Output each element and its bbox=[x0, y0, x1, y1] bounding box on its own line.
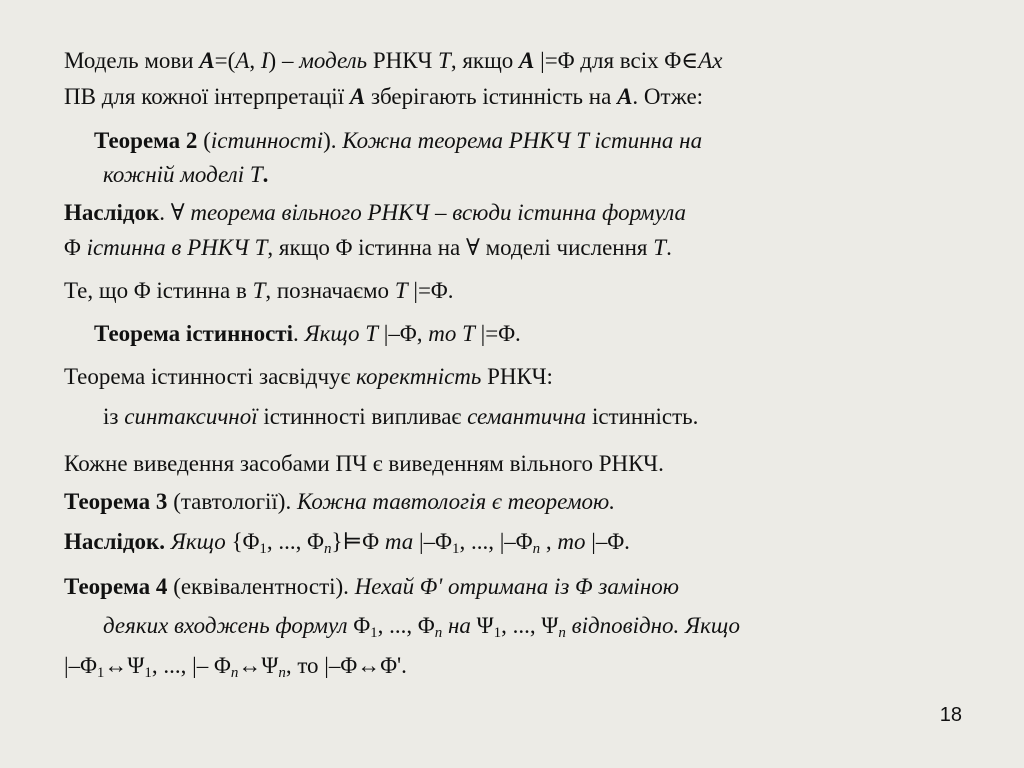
text-line bbox=[94, 320, 521, 348]
text-line bbox=[64, 234, 672, 262]
text-segment: . Отже: bbox=[632, 84, 704, 109]
text-segment: істинність. bbox=[586, 404, 699, 429]
text-segment: A bbox=[519, 48, 535, 73]
text-segment: |=Φ. bbox=[407, 278, 454, 303]
text-segment: 1 bbox=[493, 625, 502, 641]
text-segment: Якщо bbox=[170, 529, 226, 554]
text-segment: T bbox=[653, 235, 667, 260]
text-segment: , якщо bbox=[450, 48, 520, 73]
text-segment: Наслідок bbox=[64, 200, 160, 225]
text-segment: , ..., Φ bbox=[377, 613, 435, 638]
text-segment: коректність bbox=[356, 364, 482, 389]
text-segment: теорема вільного РНКЧ – всюди істинна формула bbox=[190, 200, 687, 225]
text-segment: ). bbox=[323, 128, 343, 153]
text-segment: , якщо Φ істинна на ∀ моделі числення bbox=[267, 235, 654, 260]
text-segment: ) – bbox=[268, 48, 300, 73]
text-segment: кожній моделі T bbox=[103, 162, 263, 187]
text-segment: синтаксичної bbox=[124, 404, 258, 429]
text-segment: , то |–Φ↔Φ'. bbox=[285, 653, 407, 678]
text-segment: РНКЧ bbox=[367, 48, 439, 73]
text-segment: n bbox=[323, 541, 332, 557]
text-segment: істинності bbox=[210, 128, 324, 153]
text-segment: семантична bbox=[467, 404, 587, 429]
text-segment: Теорема істинності засвідчує bbox=[64, 364, 357, 389]
text-segment: Модель мови bbox=[64, 48, 200, 73]
text-segment: . bbox=[292, 321, 305, 346]
text-segment: . bbox=[666, 235, 672, 260]
text-segment: ПВ для кожної інтерпретації bbox=[64, 84, 350, 109]
text-line bbox=[64, 652, 407, 680]
text-segment: Те, що Φ істинна в bbox=[64, 278, 253, 303]
text-segment: , ..., |–Φ bbox=[459, 529, 533, 554]
text-segment: Наслідок. bbox=[64, 529, 166, 554]
text-segment: n bbox=[532, 541, 541, 557]
text-segment: I bbox=[260, 48, 269, 73]
text-segment: A bbox=[199, 48, 215, 73]
text-segment: |=Φ. bbox=[474, 321, 521, 346]
text-segment: ↔Ψ bbox=[238, 653, 279, 678]
text-segment: ( bbox=[197, 128, 211, 153]
text-segment: }⊨Φ bbox=[331, 529, 385, 554]
text-line bbox=[64, 363, 553, 391]
text-segment: , bbox=[249, 48, 261, 73]
text-segment: |–Φ bbox=[64, 653, 97, 678]
text-segment: , ..., |– Φ bbox=[151, 653, 231, 678]
text-segment: на bbox=[447, 613, 471, 638]
text-segment: Нехай Φ' отримана із Φ заміною bbox=[354, 574, 680, 599]
text-segment: Ax bbox=[698, 48, 723, 73]
text-segment: A bbox=[235, 48, 250, 73]
text-segment: , ..., Φ bbox=[266, 529, 324, 554]
text-line bbox=[64, 277, 454, 305]
text-segment: |–Φ, bbox=[378, 321, 429, 346]
text-line bbox=[64, 573, 679, 601]
text-segment: =( bbox=[214, 48, 236, 73]
text-line bbox=[103, 403, 698, 431]
text-segment: то bbox=[557, 529, 586, 554]
text-line bbox=[64, 47, 722, 75]
text-segment: A bbox=[617, 84, 633, 109]
text-segment: 1 bbox=[259, 541, 267, 557]
text-segment: T bbox=[394, 278, 408, 303]
text-segment: Теорема 3 bbox=[64, 489, 168, 514]
text-segment: із bbox=[103, 404, 125, 429]
text-segment: зберігають істинність на bbox=[365, 84, 618, 109]
text-line bbox=[94, 127, 702, 155]
text-segment: T bbox=[438, 48, 451, 73]
text-segment: РНКЧ: bbox=[481, 364, 553, 389]
text-segment: {Φ bbox=[225, 529, 260, 554]
text-segment: Кожне виведення засобами ПЧ є виведенням вільного РНКЧ. bbox=[64, 451, 664, 476]
text-segment: n bbox=[434, 625, 443, 641]
text-segment: Кожна тавтологія є теоремою. bbox=[296, 489, 615, 514]
text-segment: (тавтології). bbox=[167, 489, 297, 514]
text-segment: n bbox=[230, 665, 239, 681]
text-segment: , ..., Ψ bbox=[501, 613, 559, 638]
text-segment: Теорема істинності bbox=[94, 321, 293, 346]
text-segment: Теорема 2 bbox=[94, 128, 198, 153]
text-segment: |–Φ. bbox=[585, 529, 630, 554]
text-segment: істинності випливає bbox=[257, 404, 468, 429]
text-line bbox=[103, 612, 740, 640]
text-segment: та bbox=[384, 529, 414, 554]
text-segment: n bbox=[278, 665, 286, 681]
text-segment: |–Φ bbox=[413, 529, 452, 554]
text-segment: 1 bbox=[451, 541, 460, 557]
text-segment: модель bbox=[299, 48, 368, 73]
text-segment: 1 bbox=[96, 665, 105, 681]
text-segment: |=Φ для всіх Φ∈ bbox=[534, 48, 699, 73]
text-segment: Якщо T bbox=[304, 321, 379, 346]
text-segment: то T bbox=[428, 321, 475, 346]
text-segment: Теорема 4 bbox=[64, 574, 168, 599]
text-line bbox=[64, 83, 703, 111]
text-segment: Ψ bbox=[470, 613, 494, 638]
text-line bbox=[64, 450, 664, 478]
text-segment: ↔Ψ bbox=[104, 653, 145, 678]
text-segment: 1 bbox=[144, 665, 152, 681]
text-segment: істинна в РНКЧ T bbox=[86, 235, 268, 260]
text-segment: 1 bbox=[370, 625, 378, 641]
page-number: 18 bbox=[939, 704, 962, 726]
text-line bbox=[103, 161, 268, 189]
text-line bbox=[64, 488, 615, 516]
text-segment: Φ bbox=[64, 235, 87, 260]
text-segment: n bbox=[558, 625, 566, 641]
text-line bbox=[64, 199, 686, 227]
text-line bbox=[64, 528, 630, 556]
text-segment: деяких входжень формул bbox=[103, 613, 348, 638]
text-segment: , bbox=[540, 529, 558, 554]
text-segment: (еквівалентності). bbox=[167, 574, 355, 599]
text-segment: , позначаємо bbox=[265, 278, 395, 303]
text-segment: A bbox=[349, 84, 366, 109]
text-segment: . ∀ bbox=[159, 200, 191, 225]
text-segment: Кожна теорема РНКЧ T істинна на bbox=[342, 128, 703, 153]
text-segment: T bbox=[252, 278, 266, 303]
text-segment: . bbox=[262, 162, 269, 187]
text-segment: відповідно. Якщо bbox=[571, 613, 741, 638]
text-segment: Φ bbox=[347, 613, 371, 638]
